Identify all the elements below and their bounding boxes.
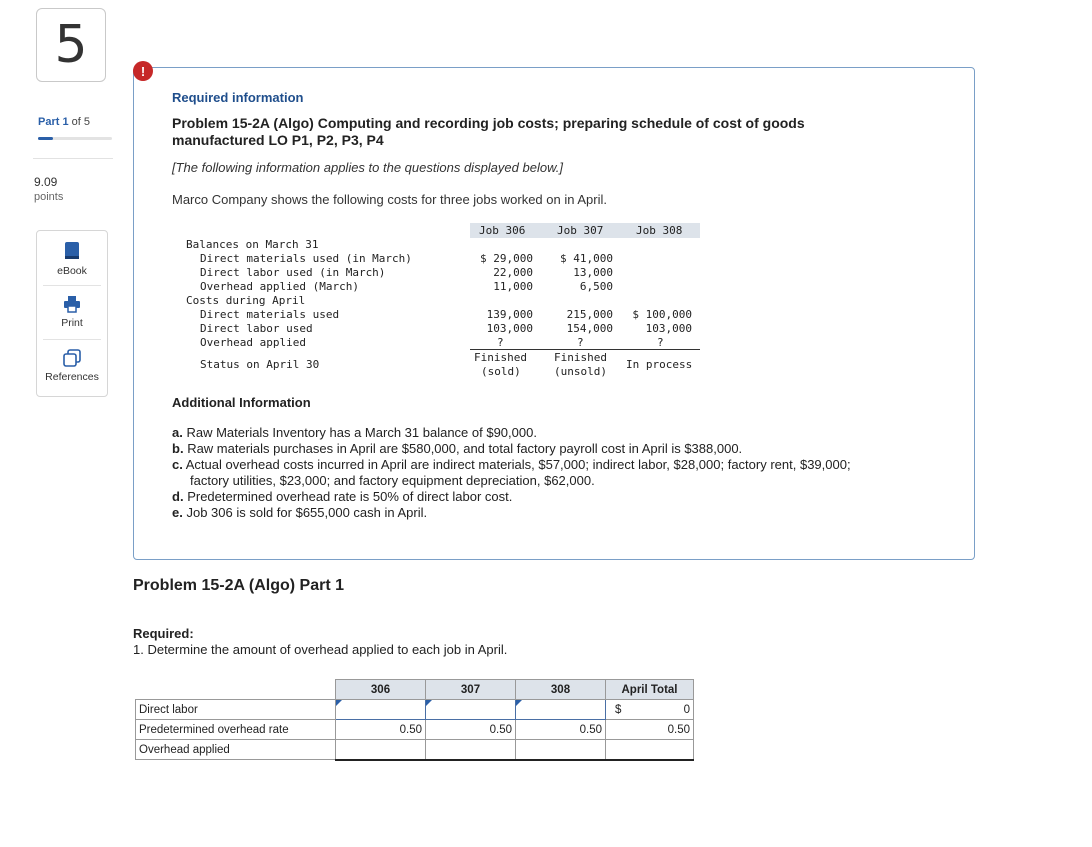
schedule-label: Overhead applied (March) bbox=[200, 280, 359, 293]
schedule-value: 215,000 bbox=[566, 308, 613, 321]
problem-title: Problem 15-2A (Algo) Computing and recording job costs; preparing schedule of cost of goods manufactured LO P1, P2, P3, P4 bbox=[172, 115, 805, 148]
direct-labor-307-input[interactable] bbox=[426, 700, 516, 720]
schedule-status: (sold) bbox=[481, 365, 521, 378]
schedule-header-job308: Job 308 bbox=[636, 224, 683, 237]
part-indicator bbox=[38, 116, 90, 128]
schedule-value: 103,000 bbox=[486, 322, 533, 335]
schedule-label: Direct labor used (in March) bbox=[200, 266, 386, 279]
direct-labor-306-input[interactable] bbox=[336, 700, 426, 720]
list-item bbox=[172, 505, 942, 521]
schedule-value: 139,000 bbox=[486, 308, 533, 321]
schedule-value: $ 41,000 bbox=[560, 252, 613, 265]
row-label: Direct labor bbox=[136, 700, 336, 720]
ebook-button[interactable] bbox=[37, 241, 107, 277]
book-icon bbox=[63, 241, 81, 261]
row-label: Predetermined overhead rate bbox=[136, 720, 336, 740]
part-label: Part bbox=[38, 116, 60, 128]
list-item bbox=[172, 457, 942, 473]
printer-icon bbox=[63, 295, 81, 313]
overhead-answer-table bbox=[135, 679, 694, 761]
table-header-blank bbox=[136, 680, 336, 700]
additional-information-heading: Additional Information bbox=[172, 395, 311, 410]
schedule-value: $ 29,000 bbox=[480, 252, 533, 265]
direct-labor-308-input[interactable] bbox=[516, 700, 606, 720]
tools-panel bbox=[36, 230, 108, 397]
input-flag-icon bbox=[516, 700, 522, 706]
item-text: Actual overhead costs incurred in April are indirect materials, $57,000; indirect labor, $28,000; factory rent, $39,000; bbox=[185, 457, 851, 472]
overhead-applied-306 bbox=[336, 740, 426, 760]
ebook-label: eBook bbox=[57, 265, 87, 277]
table-header-306: 306 bbox=[336, 680, 426, 700]
direct-labor-total bbox=[606, 700, 694, 720]
part-progress-fill bbox=[38, 137, 53, 140]
overhead-applied-308 bbox=[516, 740, 606, 760]
schedule-rule bbox=[470, 349, 700, 350]
overhead-applied-307 bbox=[426, 740, 516, 760]
question-number: 5 bbox=[36, 8, 106, 82]
schedule-value: 103,000 bbox=[645, 322, 692, 335]
points-value: 9.09 bbox=[34, 175, 58, 189]
list-item bbox=[172, 489, 942, 505]
alert-icon: ! bbox=[133, 61, 153, 81]
item-letter: b. bbox=[172, 441, 184, 456]
schedule-status-label: Status on April 30 bbox=[200, 358, 320, 371]
part-current: 1 bbox=[62, 116, 69, 128]
list-item bbox=[172, 425, 942, 441]
rate-total: 0.50 bbox=[606, 720, 694, 740]
schedule-label: Overhead applied bbox=[200, 336, 306, 349]
rail-divider bbox=[33, 158, 113, 159]
table-row bbox=[136, 740, 694, 760]
row-label: Overhead applied bbox=[136, 740, 336, 760]
points-label: points bbox=[34, 191, 64, 203]
part-total: of 5 bbox=[71, 116, 91, 128]
schedule-header-job307: Job 307 bbox=[557, 224, 604, 237]
info-note: [The following information applies to the questions displayed below.] bbox=[172, 160, 563, 175]
table-row bbox=[136, 720, 694, 740]
item-letter: c. bbox=[172, 457, 183, 472]
rate-306: 0.50 bbox=[336, 720, 426, 740]
item-text: Raw materials purchases in April are $580,000, and total factory payroll cost in April is $388,000. bbox=[187, 441, 743, 456]
input-flag-icon bbox=[336, 700, 342, 706]
schedule-header-job306: Job 306 bbox=[479, 224, 526, 237]
tool-separator bbox=[43, 339, 101, 340]
schedule-value: $ 100,000 bbox=[632, 308, 692, 321]
schedule-label: Direct materials used (in March) bbox=[200, 252, 412, 265]
table-header-308: 308 bbox=[516, 680, 606, 700]
item-letter: d. bbox=[172, 489, 184, 504]
item-letter: e. bbox=[172, 505, 183, 520]
rate-308: 0.50 bbox=[516, 720, 606, 740]
schedule-status: Finished bbox=[474, 351, 527, 364]
schedule-status: Finished bbox=[554, 351, 607, 364]
schedule-value: 11,000 bbox=[493, 280, 533, 293]
table-header-307: 307 bbox=[426, 680, 516, 700]
schedule-value: 6,500 bbox=[579, 280, 613, 293]
schedule-value: ? bbox=[657, 336, 664, 349]
item-text: Raw Materials Inventory has a March 31 balance of $90,000. bbox=[186, 425, 537, 440]
print-button[interactable] bbox=[37, 295, 107, 329]
rate-307: 0.50 bbox=[426, 720, 516, 740]
part-title: Problem 15-2A (Algo) Part 1 bbox=[133, 577, 345, 594]
info-intro: Marco Company shows the following costs for three jobs worked on in April. bbox=[172, 192, 607, 207]
item-text: Job 306 is sold for $655,000 cash in April. bbox=[186, 505, 428, 520]
references-label: References bbox=[45, 371, 99, 383]
currency-symbol: $ bbox=[615, 703, 622, 716]
schedule-label: Costs during April bbox=[186, 294, 306, 307]
table-row bbox=[136, 700, 694, 720]
list-item bbox=[172, 441, 942, 457]
schedule-status: In process bbox=[626, 358, 693, 371]
required-label: Required: bbox=[133, 626, 194, 641]
required-text: 1. Determine the amount of overhead applied to each job in April. bbox=[133, 642, 508, 657]
references-icon bbox=[63, 349, 81, 367]
part-progress-bar bbox=[38, 137, 112, 140]
cell-value: 0 bbox=[683, 703, 690, 716]
table-header-row bbox=[136, 680, 694, 700]
schedule-label: Balances on March 31 bbox=[186, 238, 319, 251]
schedule-value: 13,000 bbox=[573, 266, 613, 279]
required-information-heading: Required information bbox=[172, 90, 304, 105]
item-letter: a. bbox=[172, 425, 183, 440]
schedule-value: ? bbox=[497, 336, 504, 349]
schedule-label: Direct materials used bbox=[200, 308, 340, 321]
table-header-april-total: April Total bbox=[606, 680, 694, 700]
schedule-label: Direct labor used bbox=[200, 322, 313, 335]
schedule-value: ? bbox=[577, 336, 584, 349]
print-label: Print bbox=[61, 317, 83, 329]
list-item-continuation: factory utilities, $23,000; and factory equipment depreciation, $62,000. bbox=[190, 473, 595, 488]
input-flag-icon bbox=[426, 700, 432, 706]
schedule-value: 22,000 bbox=[493, 266, 533, 279]
references-button[interactable] bbox=[37, 349, 107, 383]
item-text: Predetermined overhead rate is 50% of direct labor cost. bbox=[187, 489, 513, 504]
schedule-status: (unsold) bbox=[554, 365, 607, 378]
schedule-value: 154,000 bbox=[566, 322, 613, 335]
tool-separator bbox=[43, 285, 101, 286]
overhead-applied-total bbox=[606, 740, 694, 760]
additional-information-list bbox=[172, 425, 942, 521]
